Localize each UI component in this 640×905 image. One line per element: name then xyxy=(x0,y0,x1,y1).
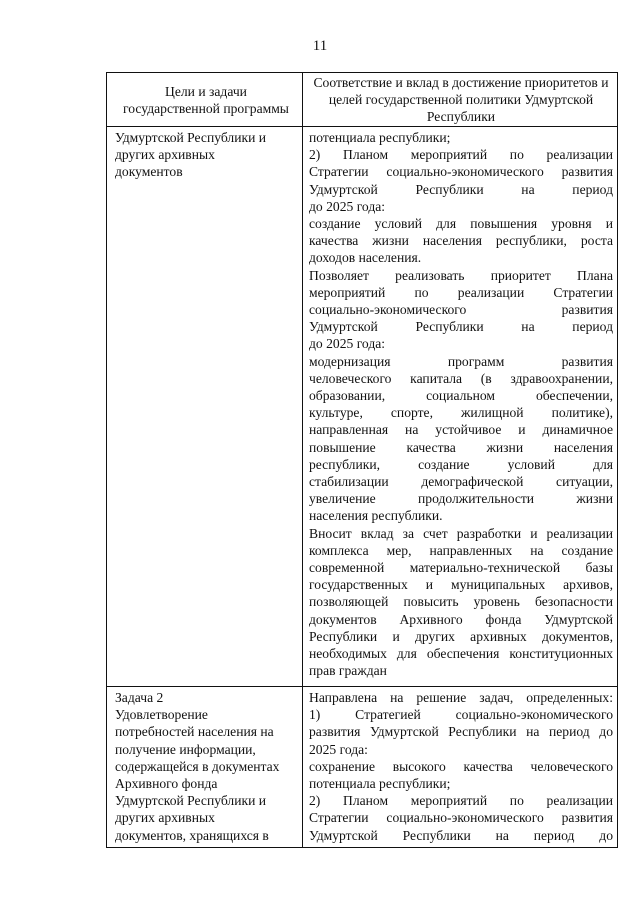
row1-line: населения республики. xyxy=(309,508,443,524)
row1-line: государственных и муниципальных архивов, xyxy=(309,577,613,593)
row1-line: Вносит вклад за счет разработки и реализации xyxy=(309,525,613,541)
row1-line: 2) Планом мероприятий по реализации xyxy=(309,147,613,163)
header-contribution: Соответствие и вклад в достижение приоритетов и целей государственной политики Удмуртской Республики xyxy=(313,75,609,125)
row1-line: Стратегии социально-экономического развития xyxy=(309,164,613,180)
row1-line: современной материально-технической базы xyxy=(309,560,613,576)
row1-line: модернизация программ развития xyxy=(309,353,613,369)
row1-line: доходов населения. xyxy=(309,250,422,266)
page-number: 11 xyxy=(312,38,328,54)
row-divider xyxy=(107,686,617,687)
row2-line: сохранение высокого качества человеческого xyxy=(309,758,613,774)
row1-line: потенциала республики; xyxy=(309,130,451,145)
row2-line: Направлена на решение задач, определенных: xyxy=(309,690,613,705)
row1-line: документов Архивного фонда Удмуртской xyxy=(309,611,613,627)
row2-goal-cell xyxy=(115,689,297,844)
row1-line: прав граждан xyxy=(309,663,387,679)
row1-line: социально-экономического развития xyxy=(309,302,613,318)
row1-line: Удмуртской Республики на период xyxy=(309,319,613,335)
row1-line: республики, создание условий для xyxy=(309,456,613,472)
row2-goal-line: документов, хранящихся в xyxy=(115,827,269,843)
row2-goal-line: потребностей населения на xyxy=(115,724,274,740)
row1-line: повышение качества жизни населения xyxy=(309,439,613,455)
goals-table xyxy=(106,72,618,848)
row2-goal-line: Удовлетворение xyxy=(115,707,208,723)
row2-goal-line: получение информации, xyxy=(115,741,256,757)
row1-goal-line: других архивных xyxy=(115,147,215,163)
column-divider xyxy=(302,73,303,847)
row2-goal-line: других архивных xyxy=(115,810,215,826)
row1-line: качества жизни населения республики, роста xyxy=(309,233,613,249)
row2-line: развития Удмуртской Республики на период до xyxy=(309,724,613,740)
row1-line: образовании, социальном обеспечении, xyxy=(309,388,613,404)
row1-line: направленная на устойчивое и динамичное xyxy=(309,422,613,438)
row1-line: стабилизации демографической ситуации, xyxy=(309,474,613,490)
row1-line: культуре, спорте, жилищной политике), xyxy=(309,405,613,421)
row1-line: увеличение продолжительности жизни xyxy=(309,491,613,507)
row1-line: до 2025 года: xyxy=(309,336,386,352)
row2-line: 1) Стратегией социально-экономического xyxy=(309,707,613,723)
row2-goal-line: Архивного фонда xyxy=(115,776,218,792)
row1-line: необходимых для обеспечения конституционных xyxy=(309,646,613,662)
row2-line: 2) Планом мероприятий по реализации xyxy=(309,793,613,809)
row2-line: Стратегии социально-экономического развития xyxy=(309,810,613,826)
row2-goal-line: содержащейся в документах xyxy=(115,758,280,774)
row1-line: комплекса мер, направленных на создание xyxy=(309,542,613,558)
row1-goal-cell xyxy=(115,129,297,181)
row2-line: 2025 года: xyxy=(309,741,368,757)
row1-line: Удмуртской Республики на период xyxy=(309,181,613,197)
row1-contribution-cell xyxy=(309,129,613,680)
row1-line: создание условий для повышения уровня и xyxy=(309,216,613,232)
row1-line: позволяющей повысить уровень безопасности xyxy=(309,594,613,610)
row1-line: человеческого капитала (в здравоохранении, xyxy=(309,370,613,386)
row1-line: Республики и других архивных документов, xyxy=(309,628,613,644)
row1-goal-line: Удмуртской Республики и xyxy=(115,130,267,145)
task-title: Задача 2 xyxy=(115,690,164,705)
row1-line: Позволяет реализовать приоритет Плана xyxy=(309,267,613,283)
row1-line: до 2025 года: xyxy=(309,198,386,214)
header-divider xyxy=(107,126,617,127)
row1-line: мероприятий по реализации Стратегии xyxy=(309,284,613,300)
header-goals: Цели и задачи государственной программы xyxy=(123,84,289,117)
row1-goal-line: документов xyxy=(115,164,183,180)
row2-line: потенциала республики; xyxy=(309,776,451,792)
row2-goal-line: Удмуртской Республики и xyxy=(115,793,267,809)
row2-line: Удмуртской Республики на период до xyxy=(309,827,613,843)
row2-contribution-cell xyxy=(309,689,613,844)
